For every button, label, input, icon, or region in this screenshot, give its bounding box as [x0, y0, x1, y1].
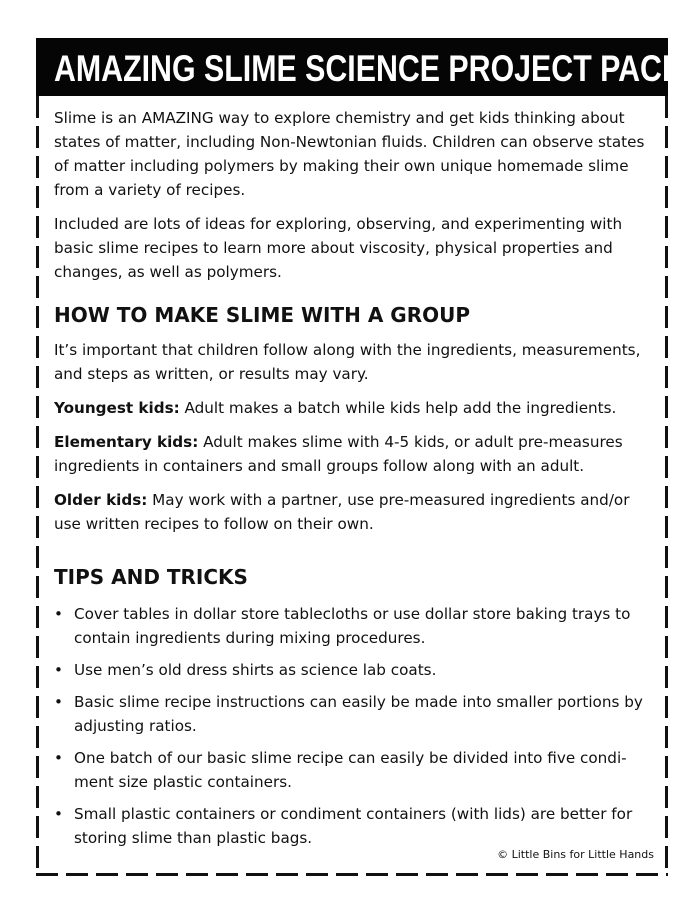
dashed-border-bottom — [36, 873, 668, 876]
bullet-icon: • — [54, 805, 63, 823]
group-item-text: Adult makes slime with 4-5 kids, or adult pre-measures ingredients in containers and small groups follow along with an adult. — [54, 433, 623, 475]
group-item-youngest — [54, 396, 650, 420]
tips-list — [54, 602, 650, 850]
dashed-border-right — [665, 96, 668, 876]
list-item — [54, 658, 650, 682]
intro-paragraph-2: Included are lots of ideas for exploring, observing, and experimenting with basic slime recipes to learn more about viscosity, physical properties and changes, as well as polymers. — [54, 215, 623, 281]
list-item — [54, 746, 650, 794]
bullet-icon: • — [54, 693, 63, 711]
list-item — [54, 602, 650, 650]
intro-paragraph-1: Slime is an AMAZING way to explore chemistry and get kids thinking about states of matter, including Non-Newtonian fluids. Children can observe states of matter including polymers by making their own unique homemade slime from a variety of recipes. — [54, 109, 645, 199]
list-item — [54, 690, 650, 738]
group-item-label: Youngest kids: — [54, 399, 180, 417]
tip-text: Small plastic containers or condiment containers (with lids) are better for storing slime than plastic bags. — [74, 805, 633, 847]
tip-text: One batch of our basic slime recipe can easily be divided into five condi-ment size plastic containers. — [74, 749, 627, 791]
group-item-label: Older kids: — [54, 491, 148, 509]
group-item-label: Elementary kids: — [54, 433, 199, 451]
document-body — [54, 106, 650, 858]
tip-text: Use men’s old dress shirts as science lab coats. — [74, 661, 437, 679]
dashed-border-left — [36, 96, 39, 876]
tip-text: Cover tables in dollar store tablecloths or use dollar store baking trays to contain ingredients during mixing procedures. — [74, 605, 631, 647]
tips-section-heading: TIPS AND TRICKS — [54, 565, 248, 589]
group-item-elementary — [54, 430, 650, 478]
group-section-heading: HOW TO MAKE SLIME WITH A GROUP — [54, 303, 470, 327]
group-item-text: May work with a partner, use pre-measured ingredients and/or use written recipes to follow on their own. — [54, 491, 630, 533]
bullet-icon: • — [54, 661, 63, 679]
bullet-icon: • — [54, 605, 63, 623]
copyright-credit: © Little Bins for Little Hands — [497, 848, 654, 861]
group-item-text: Adult makes a batch while kids help add the ingredients. — [179, 399, 617, 417]
list-item — [54, 802, 650, 850]
tip-text: Basic slime recipe instructions can easily be made into smaller portions by adjusting ratios. — [74, 693, 643, 735]
page-title: AMAZING SLIME SCIENCE PROJECT PACK — [54, 48, 684, 89]
bullet-icon: • — [54, 749, 63, 767]
group-section-intro: It’s important that children follow along with the ingredients, measurements, and steps as written, or results may vary. — [54, 341, 641, 383]
group-item-older — [54, 488, 650, 536]
